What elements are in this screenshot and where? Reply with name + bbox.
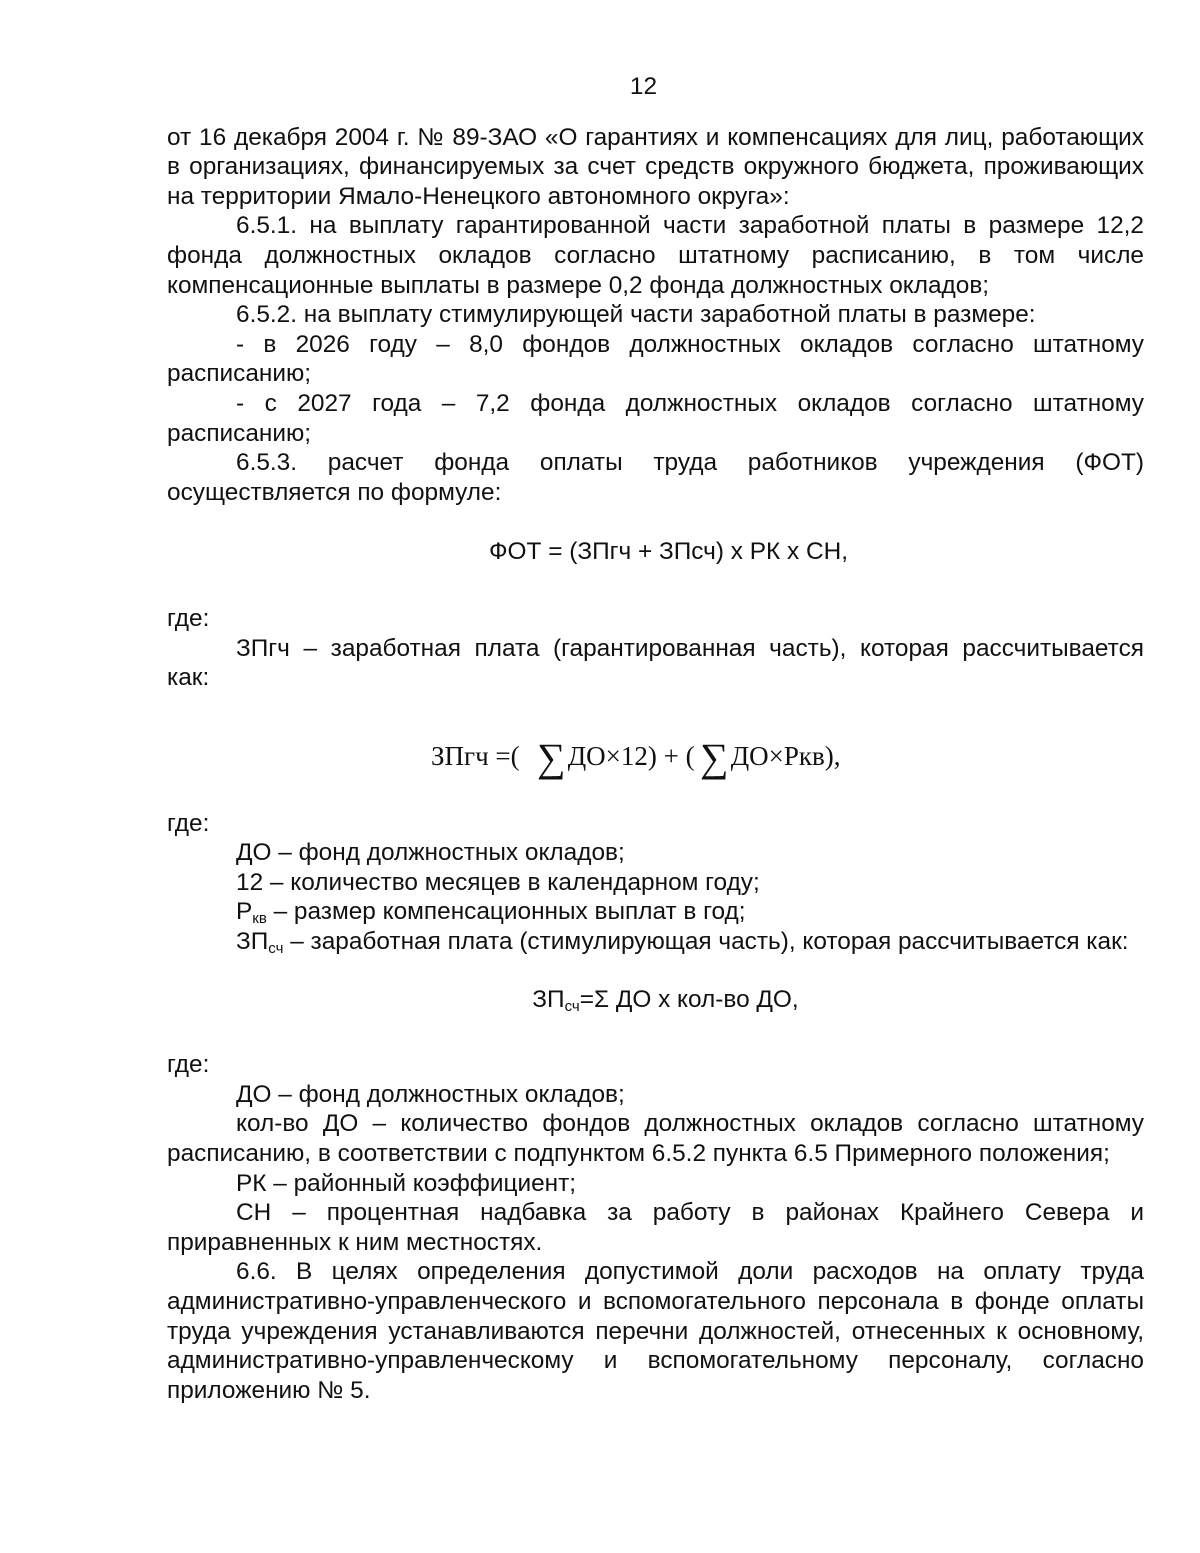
formula-zpsch [187,985,1144,1015]
rkv-subscript: кв [252,910,267,928]
def-rk: РК – районный коэффициент; [236,1169,577,1197]
zpgch-lhs: ЗПгч =( [430,740,520,771]
zpgch-twelve: 12) + ( [620,740,695,771]
formula-zpsch-rest: =Σ ДО х кол-во ДО, [579,985,799,1013]
rkv-main: Р [236,898,253,926]
clause-6-5-1: 6.5.1. на выплату гарантированной части заработной платы в размере 12,2 фонда должностных окладов согласно штатному расписанию, в том числе компенсационные выплаты в размере 0,2 фонда должностных окладов; [167,212,1144,299]
clause-6-6: 6.6. В целях определения допустимой доли расходов на оплату труда административно-управленческого и вспомогательного персонала в фонде оплаты труда учреждения устанавливаются перечни должностей, отнесенных к основному, административно-управленческому и вспомогательному персоналу, согласно приложению № 5. [167,1258,1144,1404]
intro-paragraph: от 16 декабря 2004 г. № 89-ЗАО «О гарантиях и компенсациях для лиц, работающих в организациях, финансируемых за счет средств окружного бюджета, проживающих на территории Ямало-Ненецкого автономного округа»: [167,123,1144,210]
svg-text:ДО×Ркв), [724,741,841,771]
def-do-2: ДО – фонд должностных окладов; [236,1080,625,1108]
zp-main: ЗП [236,928,269,956]
formula-fot: ФОТ = (ЗПгч + ЗПсч) х РК х СН, [489,538,848,566]
formula-zpgch-svg [431,729,871,779]
where-label: где: [167,809,210,837]
sch-subscript: сч [268,940,284,958]
def-sn: СН – процентная надбавка за работу в районах Крайнего Севера и приравненных к ним местностях. [167,1199,1144,1256]
svg-text:ДО×12) + ( [561,741,695,771]
clause-6-5-2: 6.5.2. на выплату стимулирующей части заработной платы в размере: [236,301,1036,329]
def-zpsch [167,927,1144,957]
bullet-2026: - в 2026 году – 8,0 фондов должностных окладов согласно штатному расписанию; [167,330,1144,388]
times-2: × [768,740,784,771]
def-do: ДО – фонд должностных окладов; [236,839,625,867]
svg-text:ЗПгч =( [431,741,520,771]
times-1: × [605,740,621,771]
zpgch-do-2: ДО [723,740,769,771]
bullet-2027: - с 2027 года – 7,2 фонда должностных окладов согласно штатному расписанию; [167,389,1144,447]
where-label: где: [167,1051,210,1079]
clause-6-5-3: 6.5.3. расчет фонда оплаты труда работников учреждения (ФОТ) осуществляется по формуле: [167,449,1144,506]
def-12: 12 – количество месяцев в календарном году; [236,868,760,896]
where-label: где: [167,604,210,632]
zpsch-text: – заработная плата (стимулирующая часть), которая рассчитывается как: [283,928,1129,956]
sigma-1: ∑ [536,734,566,780]
zpgch-rkv: Ркв), [783,740,841,771]
sigma-2: ∑ [699,734,729,780]
formula-zpsch-main: ЗП [532,985,565,1013]
formula-zpgch [157,729,1144,779]
def-kol-do: кол-во ДО – количество фондов должностных окладов согласно штатному расписанию, в соответствии с подпунктом 6.5.2 пункта 6.5 Примерного положения; [167,1110,1144,1168]
def-rkv [167,897,1144,927]
zpgch-definition: ЗПгч – заработная плата (гарантированная часть), которая рассчитывается как: [167,634,1144,692]
formula-zpsch-subscript: сч [564,997,580,1015]
rkv-text: – размер компенсационных выплат в год; [266,898,746,926]
zpgch-do-1: ДО [560,740,606,771]
page-number: 12 [629,73,658,100]
